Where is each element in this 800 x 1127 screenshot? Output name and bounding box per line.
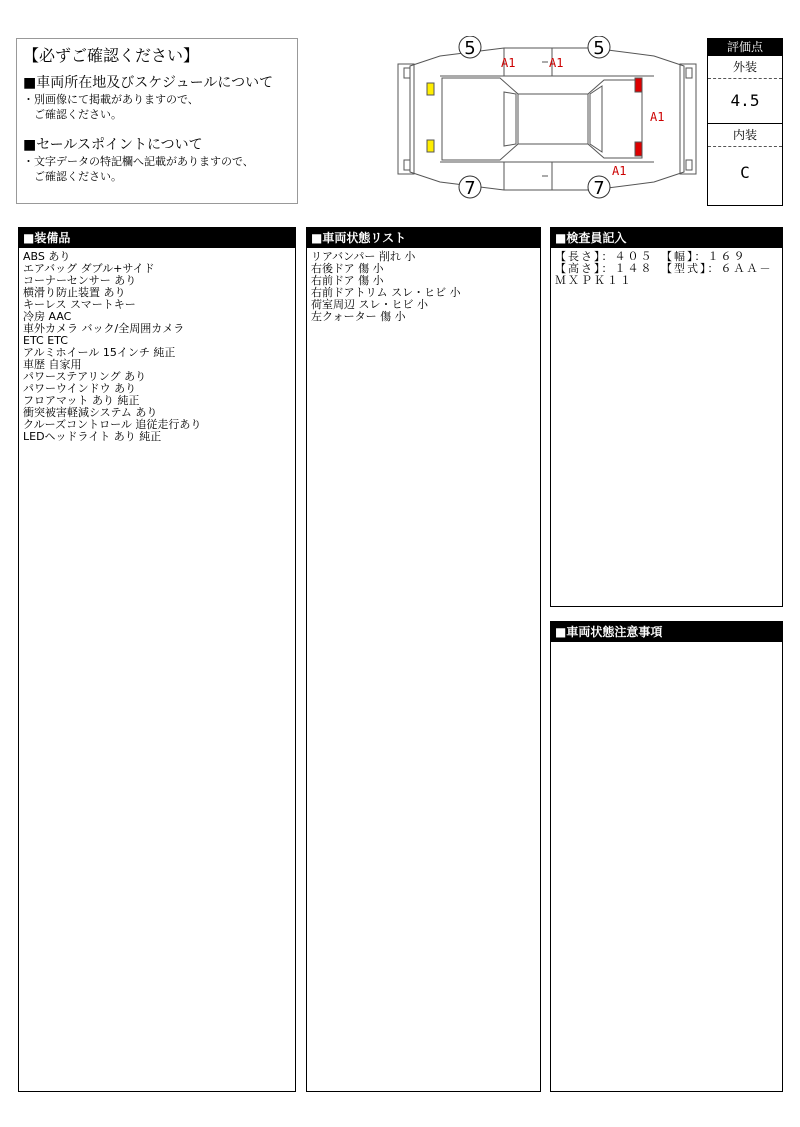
interior-label: 内装 [708,124,782,147]
rear-bumper [398,64,414,174]
tire-front-right-rating: 5 [593,38,605,59]
hood [588,80,642,158]
equipment-item: パワーステアリング あり [23,370,147,383]
damage-code: A1 [549,56,564,70]
exterior-label: 外装 [708,56,782,79]
notes-header: ■車両状態注意事項 [551,622,782,642]
equipment-item: 横滑り防止装置 あり [23,286,126,299]
tire-rear-right-rating: 7 [593,178,605,199]
damage-code: A1 [650,110,665,124]
notice-section1-heading: ■車両所在地及びスケジュールについて [23,75,274,91]
notice-box [16,38,298,204]
notice-section1-line: ご確認ください。 [23,108,122,121]
condition-item: 右後ドア 傷 小 [311,262,384,275]
inspector-header: ■検査員記入 [551,228,782,248]
damage-marker-front-top [635,78,642,92]
condition-list [307,248,540,326]
grade-box [707,38,783,206]
condition-header: ■車両状態リスト [307,228,540,248]
grade-header: 評価点 [708,39,782,56]
equipment-item: 冷房 AAC [23,310,72,323]
car-damage-diagram [392,36,704,202]
rear-section [442,78,518,160]
damage-code: A1 [501,56,516,70]
equipment-item: 衝突被害軽減システム あり [23,406,158,419]
equipment-item: アルミホイール 15インチ 純正 [23,346,176,359]
equipment-list [19,248,295,446]
front-bumper [680,64,696,174]
condition-item: 右前ドアトリム スレ・ヒビ 小 [311,286,461,299]
equipment-panel [18,227,296,1092]
inspector-panel [550,227,783,607]
inspector-notes: 【長さ】：４０５ 【幅】：１６９ 【高さ】：１４８ 【型式】：６ＡＡ－ＭＸＰＫ１１ [555,250,773,287]
notice-section2-line: ・文字データの特記欄へ記載がありますので、 [23,155,254,168]
notice-title: 【必ずご確認ください】 [23,46,200,65]
equipment-header: ■装備品 [19,228,295,248]
interior-score: C [740,163,750,182]
interior-marker-rear-bottom [427,140,434,152]
roof [518,94,588,144]
notice-section2-line: ご確認ください。 [23,170,122,183]
interior-marker-rear-top [427,83,434,95]
notice-section2-heading: ■セールスポイントについて [23,137,203,153]
condition-item: 左クォーター 傷 小 [311,310,406,323]
condition-item: リアバンパー 削れ 小 [311,250,416,263]
equipment-item: クルーズコントロール 追従走行あり [23,418,202,431]
tire-rear-left-rating: 7 [464,178,476,199]
equipment-item: コーナーセンサー あり [23,274,137,287]
equipment-item: フロアマット あり 純正 [23,394,140,407]
equipment-item: LEDヘッドライト あり 純正 [23,430,162,443]
tire-front-left-rating: 5 [464,38,476,59]
car-body-outline [410,48,684,190]
rear-window [504,92,516,146]
notes-panel [550,621,783,1092]
exterior-score: 4.5 [708,79,782,124]
equipment-item: エアバッグ ダブル+サイド [23,262,155,275]
equipment-item: 車外カメラ バック/全周囲カメラ [23,322,185,335]
equipment-item: ETC ETC [23,334,68,347]
equipment-item: ABS あり [23,250,71,263]
condition-panel [306,227,541,1092]
equipment-item: パワーウインドウ あり [23,382,137,395]
equipment-item: キーレス スマートキー [23,298,136,311]
damage-code: A1 [612,164,627,178]
notice-section1-line: ・別画像にて掲載がありますので、 [23,93,199,106]
damage-marker-front-bottom [635,142,642,156]
equipment-item: 車歴 自家用 [23,358,82,371]
notes-body [551,642,782,648]
condition-item: 荷室周辺 スレ・ヒビ 小 [311,298,428,311]
windshield [590,86,602,152]
condition-item: 右前ドア 傷 小 [311,274,384,287]
